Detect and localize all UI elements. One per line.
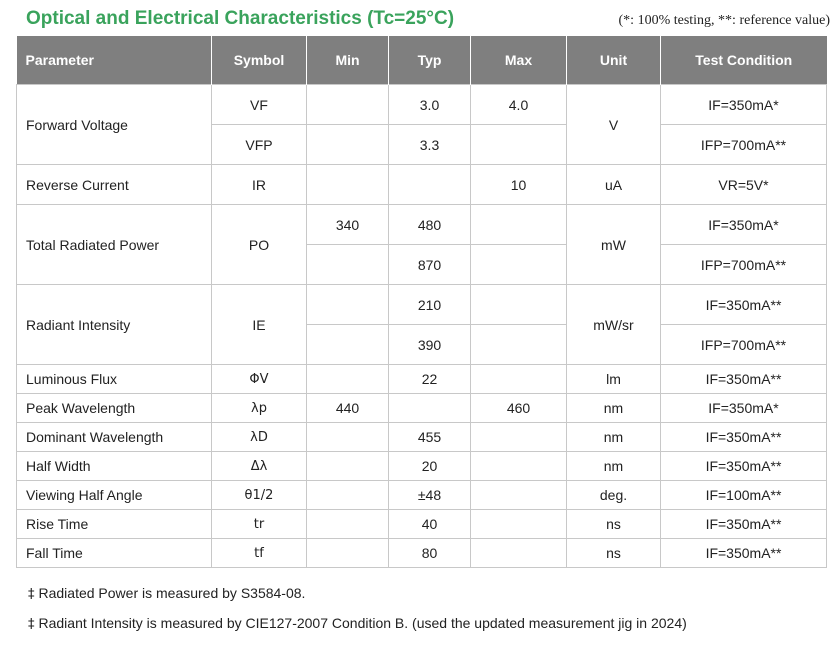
condition-cell: IF=350mA*: [661, 85, 827, 125]
table-header-row: [17, 36, 827, 85]
symbol-cell: VF: [212, 85, 307, 125]
table-row: [17, 165, 827, 205]
condition-cell: VR=5V*: [661, 165, 827, 205]
table-row: [17, 452, 827, 481]
min-cell: [307, 85, 389, 125]
max-cell: [471, 125, 567, 165]
param-reverse-current: Reverse Current: [17, 165, 212, 205]
param-peak-wavelength: Peak Wavelength: [17, 394, 212, 423]
table-row: [17, 539, 827, 568]
symbol-cell: ΦV: [212, 365, 307, 394]
param-dominant-wavelength: Dominant Wavelength: [17, 423, 212, 452]
param-fall-time: Fall Time: [17, 539, 212, 568]
footnote-radiated-power: [28, 585, 305, 602]
max-cell: [471, 365, 567, 394]
symbol-cell: IE: [212, 285, 307, 365]
header-symbol: Symbol: [212, 36, 307, 85]
characteristics-table: [16, 36, 827, 568]
symbol-cell: Δλ: [212, 452, 307, 481]
param-total-radiated-power: Total Radiated Power: [17, 205, 212, 285]
min-cell: 440: [307, 394, 389, 423]
unit-cell: mW: [567, 205, 661, 285]
min-cell: [307, 365, 389, 394]
condition-cell: IF=350mA**: [661, 452, 827, 481]
header-unit: Unit: [567, 36, 661, 85]
double-dagger-icon: ‡: [28, 587, 35, 602]
footnote-text: Radiant Intensity is measured by CIE127-2007 Condition B. (used the updated measurement jig in 2024): [38, 615, 687, 631]
min-cell: [307, 423, 389, 452]
min-cell: [307, 481, 389, 510]
symbol-cell: λp: [212, 394, 307, 423]
symbol-cell: VFP: [212, 125, 307, 165]
max-cell: [471, 245, 567, 285]
max-cell: 4.0: [471, 85, 567, 125]
table-row: [17, 85, 827, 125]
typ-cell: 870: [389, 245, 471, 285]
max-cell: [471, 481, 567, 510]
footnote-text: Radiated Power is measured by S3584-08.: [38, 585, 306, 601]
section-title: Optical and Electrical Characteristics (Tc=25°C): [26, 8, 455, 29]
unit-cell: V: [567, 85, 661, 165]
typ-cell: 3.0: [389, 85, 471, 125]
typ-cell: 20: [389, 452, 471, 481]
min-cell: [307, 245, 389, 285]
typ-cell: ±48: [389, 481, 471, 510]
condition-cell: IF=350mA*: [661, 394, 827, 423]
condition-cell: IFP=700mA**: [661, 325, 827, 365]
max-cell: 460: [471, 394, 567, 423]
max-cell: [471, 510, 567, 539]
condition-cell: IF=350mA**: [661, 510, 827, 539]
min-cell: [307, 539, 389, 568]
condition-cell: IFP=700mA**: [661, 245, 827, 285]
symbol-cell: tr: [212, 510, 307, 539]
footnote-radiant-intensity: [28, 615, 687, 632]
table-row: [17, 365, 827, 394]
param-forward-voltage: Forward Voltage: [17, 85, 212, 165]
header-typ: Typ: [389, 36, 471, 85]
table-row: [17, 423, 827, 452]
param-viewing-half-angle: Viewing Half Angle: [17, 481, 212, 510]
typ-cell: 40: [389, 510, 471, 539]
max-cell: [471, 325, 567, 365]
unit-cell: ns: [567, 539, 661, 568]
param-rise-time: Rise Time: [17, 510, 212, 539]
min-cell: [307, 452, 389, 481]
condition-cell: IFP=700mA**: [661, 125, 827, 165]
symbol-cell: λD: [212, 423, 307, 452]
min-cell: [307, 125, 389, 165]
symbol-cell: θ1/2: [212, 481, 307, 510]
max-cell: [471, 452, 567, 481]
condition-cell: IF=350mA**: [661, 423, 827, 452]
param-luminous-flux: Luminous Flux: [17, 365, 212, 394]
typ-cell: 3.3: [389, 125, 471, 165]
min-cell: [307, 325, 389, 365]
max-cell: 10: [471, 165, 567, 205]
double-dagger-icon: ‡: [28, 617, 35, 632]
unit-cell: lm: [567, 365, 661, 394]
condition-cell: IF=350mA*: [661, 205, 827, 245]
unit-cell: uA: [567, 165, 661, 205]
typ-cell: [389, 394, 471, 423]
typ-cell: 390: [389, 325, 471, 365]
condition-cell: IF=350mA**: [661, 539, 827, 568]
min-cell: 340: [307, 205, 389, 245]
unit-cell: nm: [567, 394, 661, 423]
symbol-cell: tf: [212, 539, 307, 568]
symbol-cell: IR: [212, 165, 307, 205]
condition-cell: IF=100mA**: [661, 481, 827, 510]
unit-cell: ns: [567, 510, 661, 539]
typ-cell: 480: [389, 205, 471, 245]
unit-cell: nm: [567, 423, 661, 452]
table-row: [17, 481, 827, 510]
table-row: [17, 205, 827, 245]
symbol-cell: PO: [212, 205, 307, 285]
unit-cell: nm: [567, 452, 661, 481]
min-cell: [307, 285, 389, 325]
param-half-width: Half Width: [17, 452, 212, 481]
typ-cell: 22: [389, 365, 471, 394]
table-row: [17, 394, 827, 423]
max-cell: [471, 423, 567, 452]
max-cell: [471, 205, 567, 245]
header-parameter: Parameter: [17, 36, 212, 85]
typ-cell: 210: [389, 285, 471, 325]
condition-cell: IF=350mA**: [661, 365, 827, 394]
testing-legend-note: (*: 100% testing, **: reference value): [618, 13, 830, 28]
unit-cell: deg.: [567, 481, 661, 510]
table-row: [17, 510, 827, 539]
typ-cell: 455: [389, 423, 471, 452]
typ-cell: [389, 165, 471, 205]
header-test-condition: Test Condition: [661, 36, 827, 85]
header-max: Max: [471, 36, 567, 85]
min-cell: [307, 510, 389, 539]
max-cell: [471, 285, 567, 325]
min-cell: [307, 165, 389, 205]
condition-cell: IF=350mA**: [661, 285, 827, 325]
table-row: [17, 285, 827, 325]
param-radiant-intensity: Radiant Intensity: [17, 285, 212, 365]
typ-cell: 80: [389, 539, 471, 568]
max-cell: [471, 539, 567, 568]
header-min: Min: [307, 36, 389, 85]
unit-cell: mW/sr: [567, 285, 661, 365]
